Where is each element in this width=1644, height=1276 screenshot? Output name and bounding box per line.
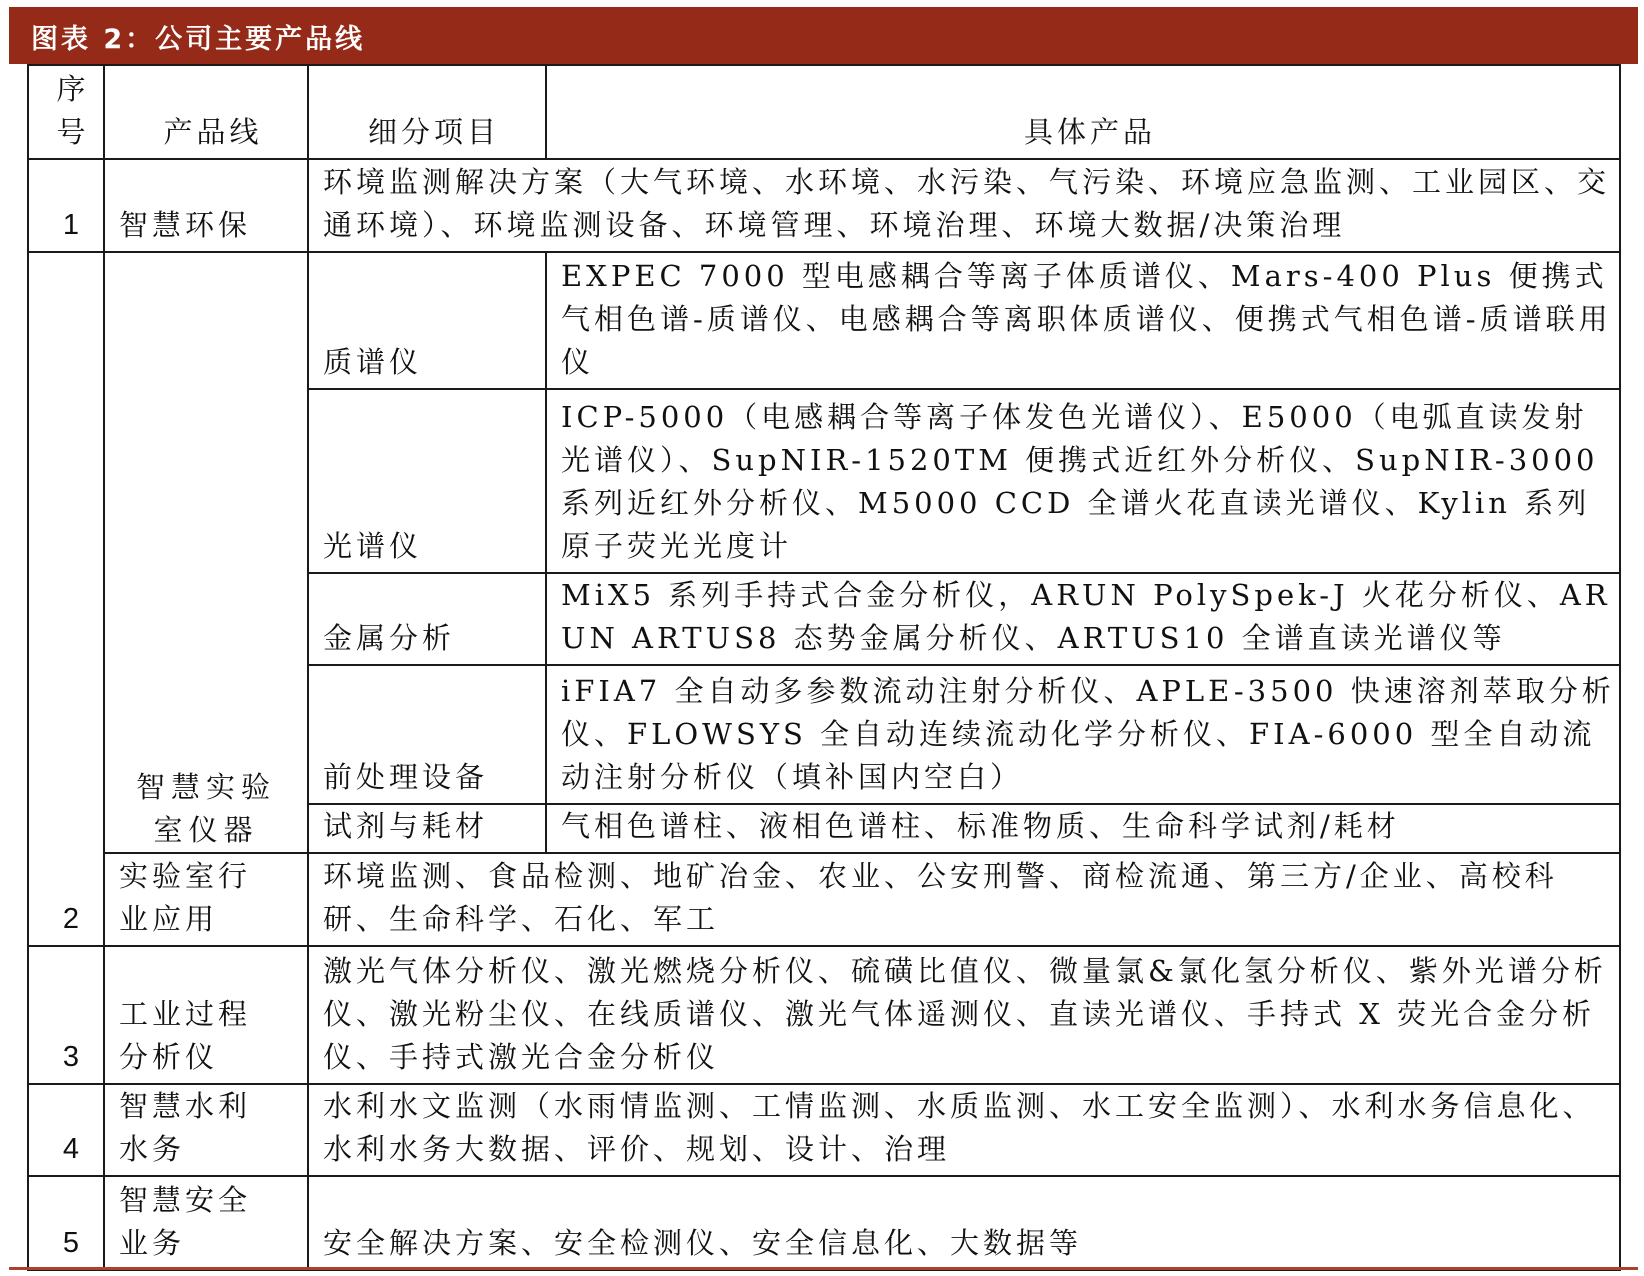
- products-cell: MiX5 系列手持式合金分析仪，ARUN PolySpek-J 火花分析仪、ARUN ARTUS8 态势金属分析仪、ARTUS10 全谱直读光谱仪等: [546, 573, 1620, 665]
- sub-item-cell: 前处理设备: [308, 665, 546, 804]
- figure-title-bar: [9, 7, 1638, 64]
- header-seq: [28, 65, 104, 159]
- table-row: [28, 946, 1620, 1084]
- sub-item-cell: 试剂与耗材: [308, 804, 546, 853]
- header-seq-line1: 序: [56, 72, 90, 106]
- product-line-cell: 智慧安全业务: [104, 1176, 308, 1270]
- products-cell: EXPEC 7000 型电感耦合等离子体质谱仪、Mars-400 Plus 便携式气相色谱-质谱仪、电感耦合等离职体质谱仪、便携式气相色谱-质谱联用仪: [546, 252, 1620, 389]
- header-products: 具体产品: [546, 65, 1620, 159]
- product-line-cell: 工业过程分析仪: [104, 946, 308, 1084]
- products-cell: 气相色谱柱、液相色谱柱、标准物质、生命科学试剂/耗材: [546, 804, 1620, 853]
- header-seq-line2: 号: [56, 115, 90, 149]
- figure-title: 图表 2：公司主要产品线: [31, 24, 366, 55]
- seq-cell: 5: [28, 1176, 104, 1270]
- header-sub-item: 细分项目: [308, 65, 546, 159]
- sub-item-cell: 金属分析: [308, 573, 546, 665]
- table-row: [28, 1176, 1620, 1270]
- products-cell: 环境监测、食品检测、地矿冶金、农业、公安刑警、商检流通、第三方/企业、高校科研、生命科学、石化、军工: [308, 853, 1620, 946]
- products-cell: 安全解决方案、安全检测仪、安全信息化、大数据等: [308, 1176, 1620, 1270]
- products-cell: 环境监测解决方案（大气环境、水环境、水污染、气污染、环境应急监测、工业园区、交通环境）、环境监测设备、环境管理、环境治理、环境大数据/决策治理: [308, 159, 1620, 252]
- sub-item-cell: 质谱仪: [308, 252, 546, 389]
- header-product-line: 产品线: [104, 65, 308, 159]
- products-cell: 激光气体分析仪、激光燃烧分析仪、硫磺比值仪、微量氯&氯化氢分析仪、紫外光谱分析仪、激光粉尘仪、在线质谱仪、激光气体遥测仪、直读光谱仪、手持式 X 荧光合金分析仪、手持式激光合金分析仪: [308, 946, 1620, 1084]
- table-row: [28, 159, 1620, 252]
- product-line-table: [27, 64, 1621, 1271]
- products-cell: ICP-5000（电感耦合等离子体发色光谱仪）、E5000（电弧直读发射光谱仪）、SupNIR-1520TM 便携式近红外分析仪、SupNIR-3000 系列近红外分析仪、M5000 CCD 全谱火花直读光谱仪、Kylin 系列原子荧光光度计: [546, 389, 1620, 573]
- table-row: [28, 252, 1620, 389]
- sub-item-cell: 光谱仪: [308, 389, 546, 573]
- product-line-cell: 智慧实验室仪器: [104, 252, 308, 853]
- seq-cell: 4: [28, 1084, 104, 1176]
- product-line-cell: 实验室行业应用: [104, 853, 308, 946]
- seq-cell: 1: [28, 159, 104, 252]
- table-header-row: [28, 65, 1620, 159]
- table-row: [28, 853, 1620, 946]
- product-line-cell: 智慧环保: [104, 159, 308, 252]
- products-cell: 水利水文监测（水雨情监测、工情监测、水质监测、水工安全监测）、水利水务信息化、水利水务大数据、评价、规划、设计、治理: [308, 1084, 1620, 1176]
- seq-cell: 3: [28, 946, 104, 1084]
- product-line-cell: 智慧水利水务: [104, 1084, 308, 1176]
- seq-cell: 2: [28, 252, 104, 946]
- bottom-rule: [9, 1267, 1638, 1270]
- products-cell: iFIA7 全自动多参数流动注射分析仪、APLE-3500 快速溶剂萃取分析仪、FLOWSYS 全自动连续流动化学分析仪、FIA-6000 型全自动流动注射分析仪（填补国内空白）: [546, 665, 1620, 804]
- table-row: [28, 1084, 1620, 1176]
